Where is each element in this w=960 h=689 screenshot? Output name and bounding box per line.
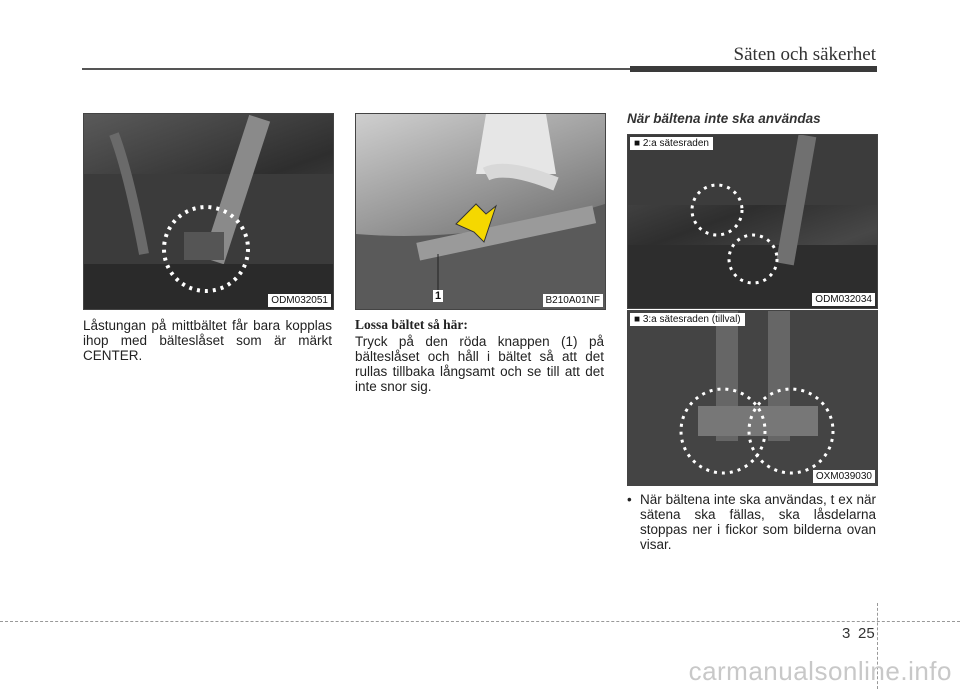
col2-heading: Lossa bältet så här: xyxy=(355,317,468,332)
figure-illustration xyxy=(84,114,333,309)
figure-tag: ■ 2:a sätesraden xyxy=(630,137,713,150)
figure-code: ODM032051 xyxy=(268,294,331,307)
footer-divider xyxy=(0,621,960,622)
col1-paragraph: Låstungan på mittbältet får bara kopplas ihop med bälteslåset som är märkt CENTER. xyxy=(83,318,332,363)
figure-center-belt-buckle xyxy=(83,113,334,310)
header-accent-bar xyxy=(630,66,877,72)
figure-third-row xyxy=(627,310,878,486)
figure-illustration xyxy=(628,311,877,485)
figure-code: B210A01NF xyxy=(543,294,603,307)
figure-second-row xyxy=(627,134,878,309)
bullet-text: När bältena inte ska användas, t ex när sätena ska fällas, ska låsdelarna stoppas ner i fickor som bilderna ovan visar. xyxy=(640,492,876,552)
figure-code: OXM039030 xyxy=(813,470,875,483)
page-header-title: Säten och säkerhet xyxy=(733,44,876,65)
header-divider xyxy=(82,68,630,70)
figure-code: ODM032034 xyxy=(812,293,875,306)
section-title: När bältena inte ska användas xyxy=(627,111,821,126)
watermark: carmanualsonline.info xyxy=(688,656,952,686)
col2-paragraph: Tryck på den röda knappen (1) på bälteslåset och håll i bältet så att det rullas tillbaka långsamt och se till att det inte snor sig. xyxy=(355,334,604,394)
figure-illustration xyxy=(356,114,605,309)
page-number: 25 xyxy=(858,625,875,642)
figure-release-belt xyxy=(355,113,606,310)
figure-illustration xyxy=(628,135,877,308)
chapter-number: 3 xyxy=(842,625,851,642)
figure-tag: ■ 3:a sätesraden (tillval) xyxy=(630,313,745,326)
callout-label: 1 xyxy=(435,290,442,302)
bullet-marker: • xyxy=(627,492,632,507)
